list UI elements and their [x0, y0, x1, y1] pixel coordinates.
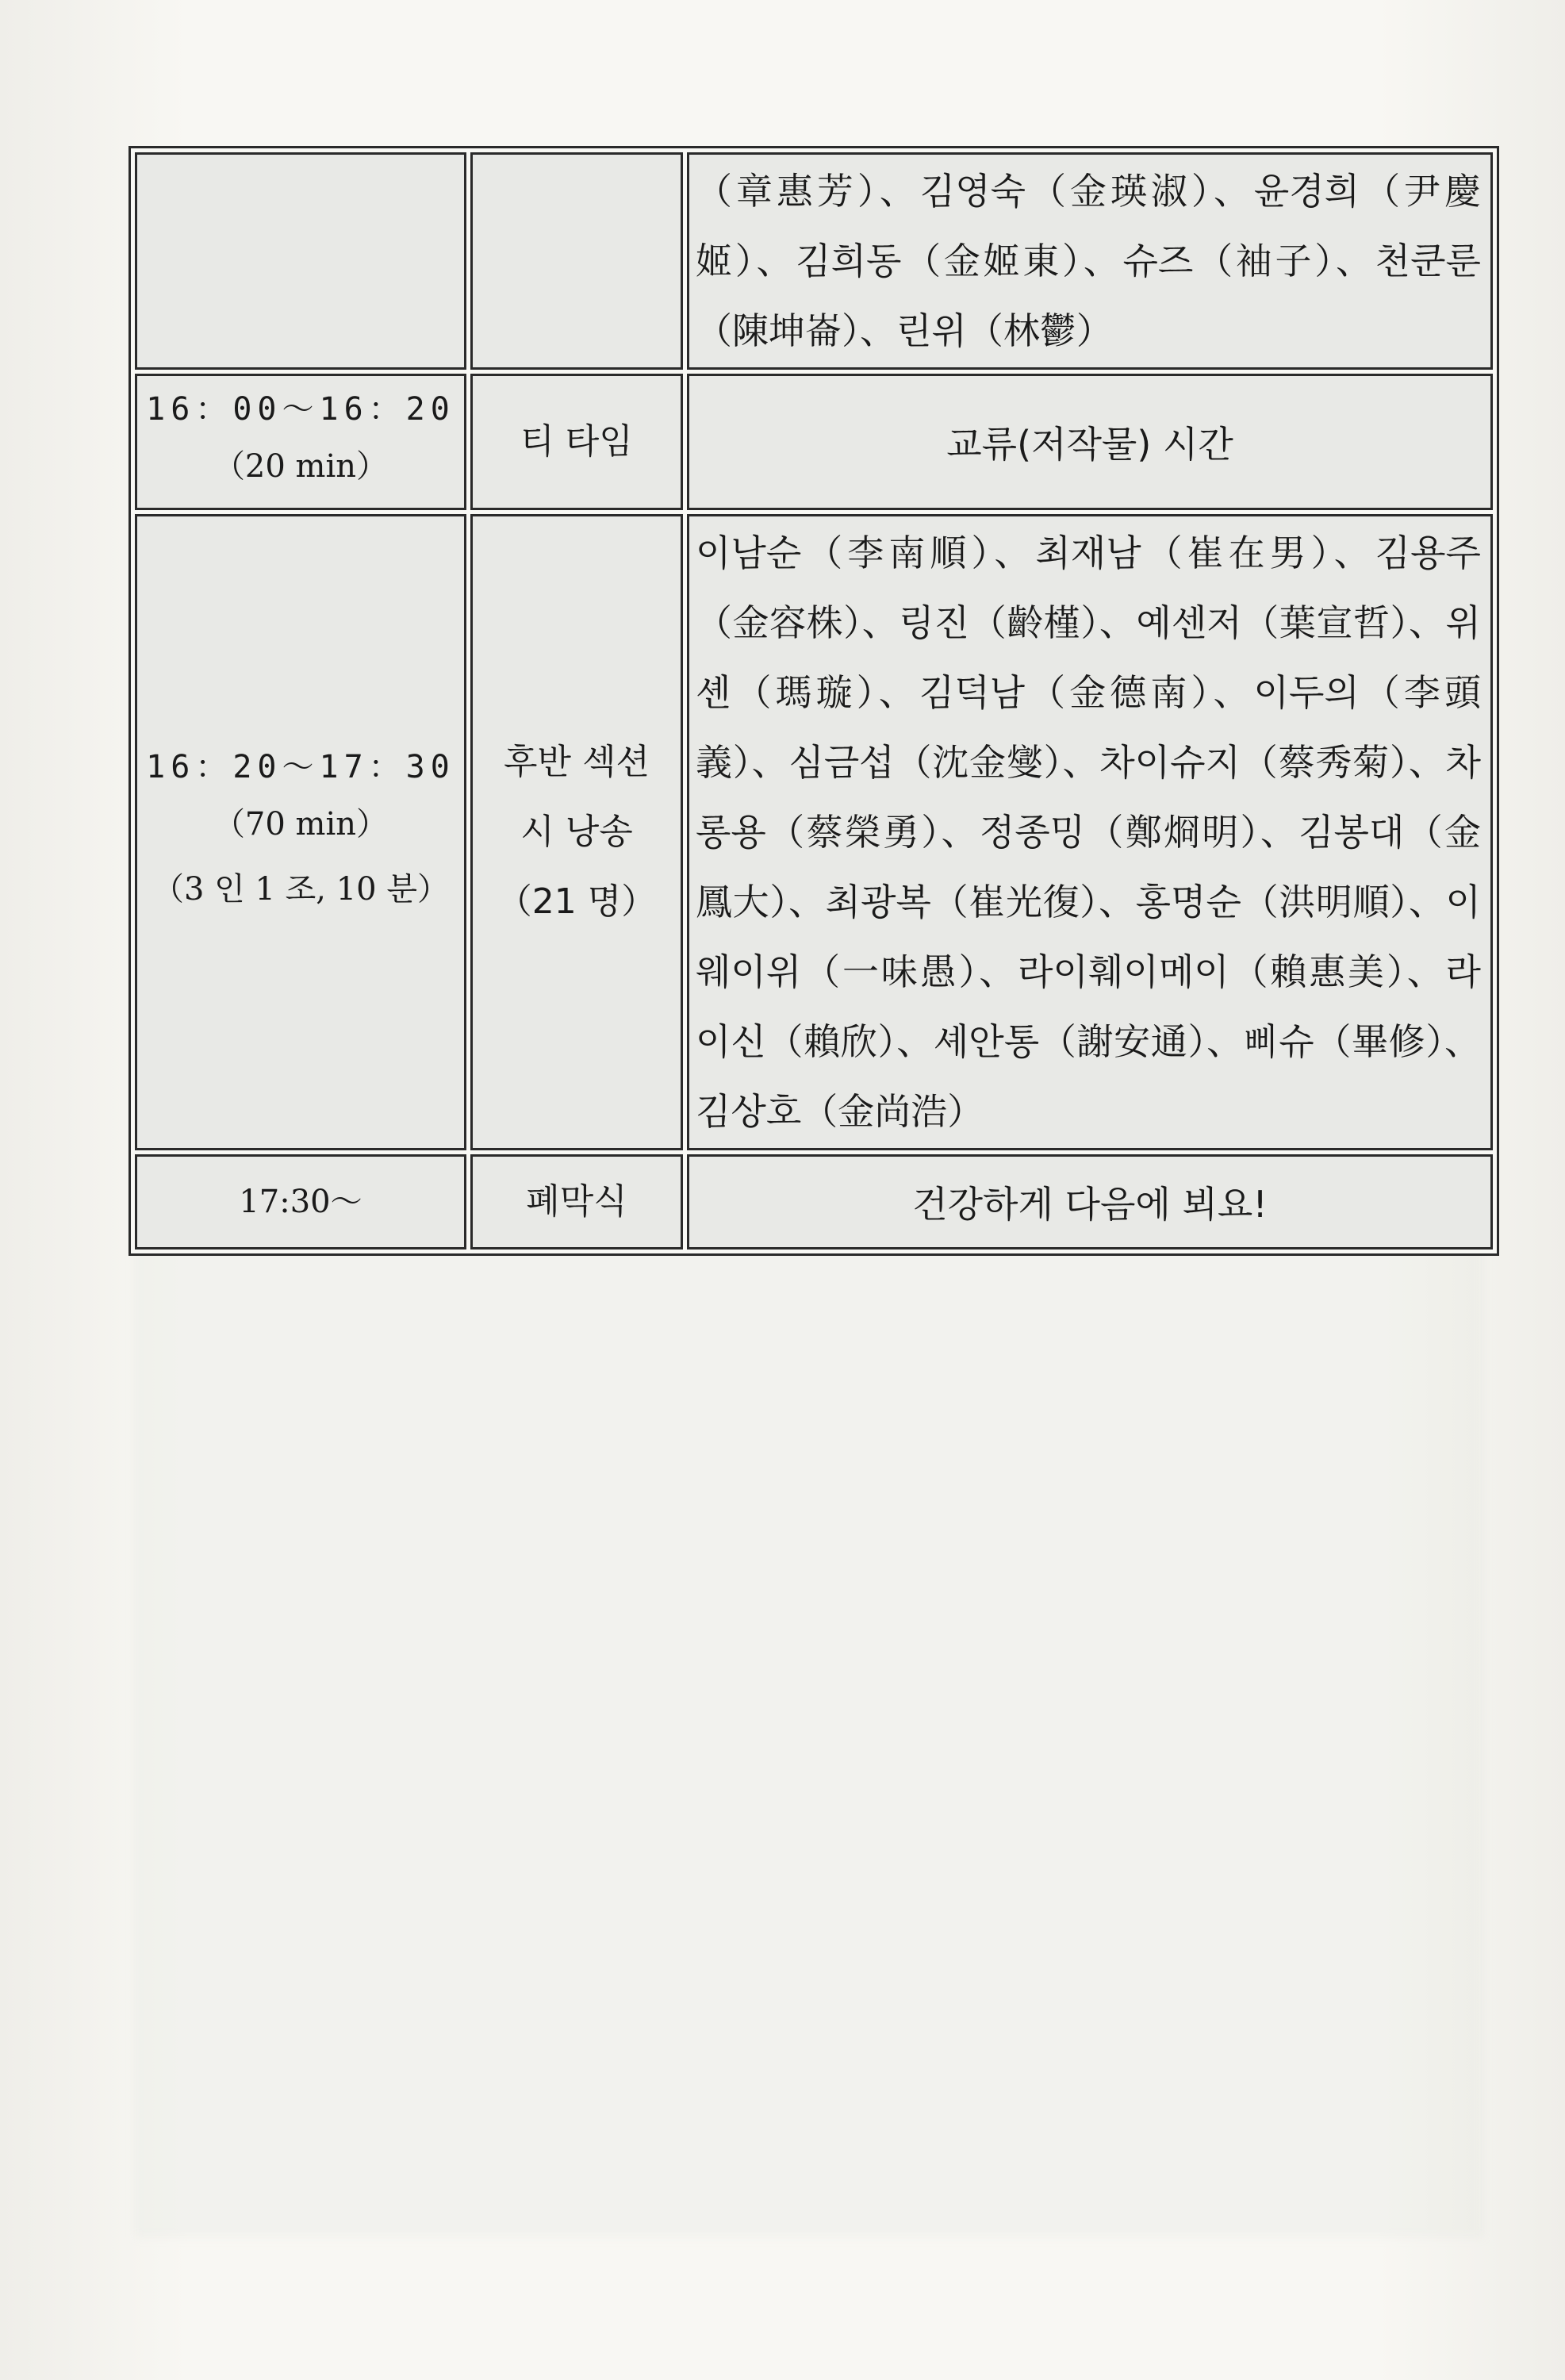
group-format: （3 인 1 조, 10 분）: [152, 871, 449, 908]
participant-list: （章惠芳）、김영숙（金瑛淑）、윤경희（尹慶姬）、김희동（金姬東）、슈즈（袖子）、천쿤룬（陳坤崙）、린위（林鬱）: [696, 170, 1481, 352]
time-cell: [135, 1154, 466, 1250]
program-cell: [470, 1154, 683, 1250]
closing-message: 건강하게 다음에 뵈요!: [912, 1183, 1268, 1226]
detail-text: 교류(저작물) 시간: [946, 423, 1233, 466]
time-range: 16：00～16：20: [146, 391, 455, 428]
detail-cell: [687, 152, 1493, 370]
schedule-table: [128, 146, 1499, 1256]
program-cell: [470, 374, 683, 510]
time-cell: [135, 514, 466, 1150]
program-name: 폐막식: [526, 1181, 627, 1222]
program-name: 티 타임: [520, 421, 633, 462]
table-row: [135, 152, 1493, 370]
detail-cell: [687, 514, 1493, 1150]
time-range: 16：20～17：30: [146, 749, 455, 785]
table-row: [135, 1154, 1493, 1250]
time-cell: [135, 374, 466, 510]
program-name: 후반 섹션: [503, 742, 650, 782]
detail-cell: [687, 1154, 1493, 1250]
table-row: [135, 374, 1493, 510]
bleed-through-shadow: [135, 1238, 1483, 2237]
participant-list: 이남순（李南順）、최재남（崔在男）、김용주（金容株）、링진（齡槿）、예센저（葉宣哲）、위셴（瑪璇）、김덕남（金德南）、이두의（李頭義）、심금섭（沈金燮）、차이슈지（蔡秀菊）、차롱용（蔡榮勇）、정종밍（鄭烱明）、김봉대（金鳳大）、최광복（崔光復）、홍명순（洪明順）、이웨이위（一味愚）、라이훼이메이（賴惠美）、라이신（賴欣）、셰안통（謝安通）、삐슈（畢修）、김상호（金尚浩）: [696, 532, 1481, 1133]
program-cell: [470, 152, 683, 370]
program-name-line2: 시 낭송: [520, 812, 633, 852]
program-cell: [470, 514, 683, 1150]
duration: （20 min）: [213, 448, 389, 485]
time-range: 17:30～: [239, 1184, 362, 1220]
detail-cell: [687, 374, 1493, 510]
table-row: [135, 514, 1493, 1150]
duration: （70 min）: [213, 806, 389, 843]
time-cell: [135, 152, 466, 370]
participant-count: （21 명）: [497, 881, 657, 922]
